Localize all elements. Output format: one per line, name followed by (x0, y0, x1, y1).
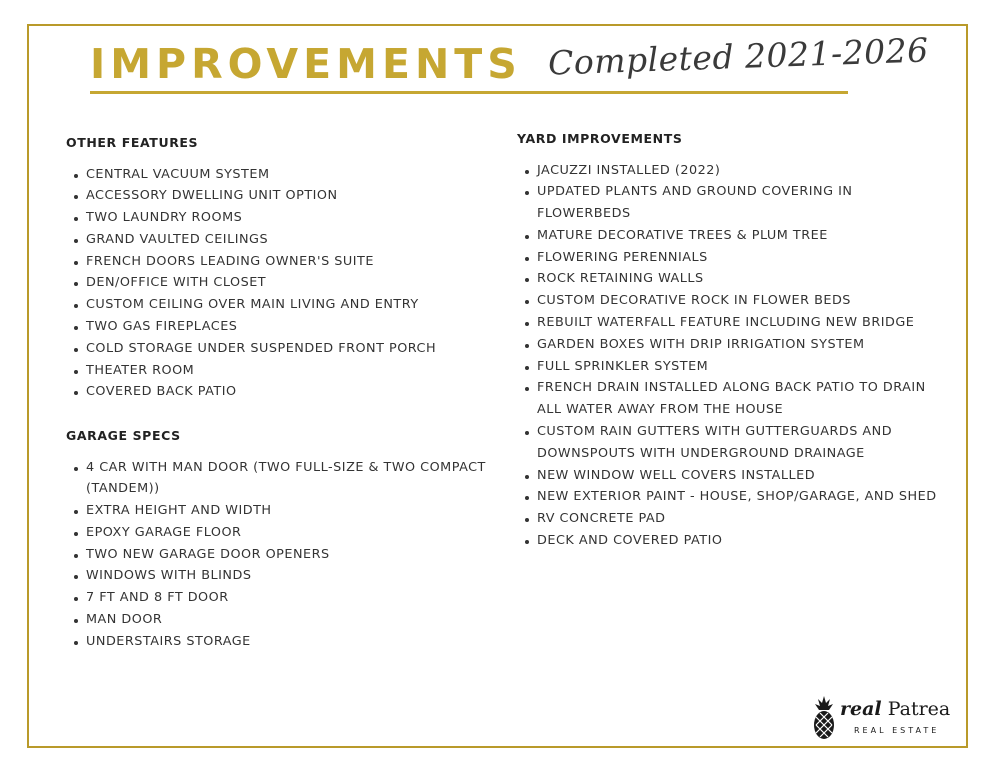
list-item: REBUILT WATERFALL FEATURE INCLUDING NEW BRIDGE (517, 312, 937, 334)
list-item: ROCK RETAINING WALLS (517, 268, 937, 290)
list-item: FRENCH DOORS LEADING OWNER'S SUITE (66, 251, 486, 273)
logo-word-real: real (840, 698, 882, 720)
logo-tagline: REAL ESTATE (854, 726, 940, 735)
list-item: GARDEN BOXES WITH DRIP IRRIGATION SYSTEM (517, 334, 937, 356)
title-underline (90, 91, 848, 94)
list-item: RV CONCRETE PAD (517, 508, 937, 530)
page-title: IMPROVEMENTS (90, 40, 522, 88)
list-item: FRENCH DRAIN INSTALLED ALONG BACK PATIO TO DRAIN ALL WATER AWAY FROM THE HOUSE (517, 377, 937, 421)
section-yard-improvements (517, 133, 937, 552)
section-heading: OTHER FEATURES (66, 135, 199, 150)
list-item: TWO GAS FIREPLACES (66, 316, 486, 338)
list-item: WINDOWS WITH BLINDS (66, 565, 506, 587)
pineapple-icon (812, 696, 836, 740)
list-item: 4 CAR WITH MAN DOOR (TWO FULL-SIZE & TWO COMPACT (TANDEM)) (66, 457, 506, 501)
list-item: DECK AND COVERED PATIO (517, 530, 937, 552)
list-item: DEN/OFFICE WITH CLOSET (66, 272, 486, 294)
list-item: ACCESSORY DWELLING UNIT OPTION (66, 185, 486, 207)
item-list (66, 457, 506, 653)
section-other-features (66, 137, 486, 403)
logo-wordmark (840, 700, 950, 719)
list-item: COLD STORAGE UNDER SUSPENDED FRONT PORCH (66, 338, 486, 360)
list-item: COVERED BACK PATIO (66, 381, 486, 403)
brand-logo (812, 696, 962, 742)
list-item: GRAND VAULTED CEILINGS (66, 229, 486, 251)
list-item: MATURE DECORATIVE TREES & PLUM TREE (517, 225, 937, 247)
item-list (517, 160, 937, 552)
list-item: 7 FT AND 8 FT DOOR (66, 587, 506, 609)
list-item: CUSTOM RAIN GUTTERS WITH GUTTERGUARDS AND DOWNSPOUTS WITH UNDERGROUND DRAINAGE (517, 421, 937, 465)
logo-word-patrea: Patrea (887, 698, 951, 720)
list-item: EPOXY GARAGE FLOOR (66, 522, 506, 544)
list-item: TWO LAUNDRY ROOMS (66, 207, 486, 229)
list-item: NEW WINDOW WELL COVERS INSTALLED (517, 465, 937, 487)
section-garage-specs (66, 430, 506, 653)
list-item: FULL SPRINKLER SYSTEM (517, 356, 937, 378)
list-item: CENTRAL VACUUM SYSTEM (66, 164, 486, 186)
list-item: CUSTOM DECORATIVE ROCK IN FLOWER BEDS (517, 290, 937, 312)
list-item: NEW EXTERIOR PAINT - HOUSE, SHOP/GARAGE, AND SHED (517, 486, 937, 508)
page-subtitle: Completed 2021-2026 (547, 30, 930, 83)
item-list (66, 164, 486, 404)
list-item: UPDATED PLANTS AND GROUND COVERING IN FLOWERBEDS (517, 181, 937, 225)
list-item: TWO NEW GARAGE DOOR OPENERS (66, 544, 506, 566)
section-heading: YARD IMPROVEMENTS (517, 131, 683, 146)
list-item: FLOWERING PERENNIALS (517, 247, 937, 269)
section-heading: GARAGE SPECS (66, 428, 181, 443)
list-item: CUSTOM CEILING OVER MAIN LIVING AND ENTRY (66, 294, 486, 316)
list-item: UNDERSTAIRS STORAGE (66, 631, 506, 653)
list-item: EXTRA HEIGHT AND WIDTH (66, 500, 506, 522)
list-item: JACUZZI INSTALLED (2022) (517, 160, 937, 182)
list-item: THEATER ROOM (66, 360, 486, 382)
list-item: MAN DOOR (66, 609, 506, 631)
